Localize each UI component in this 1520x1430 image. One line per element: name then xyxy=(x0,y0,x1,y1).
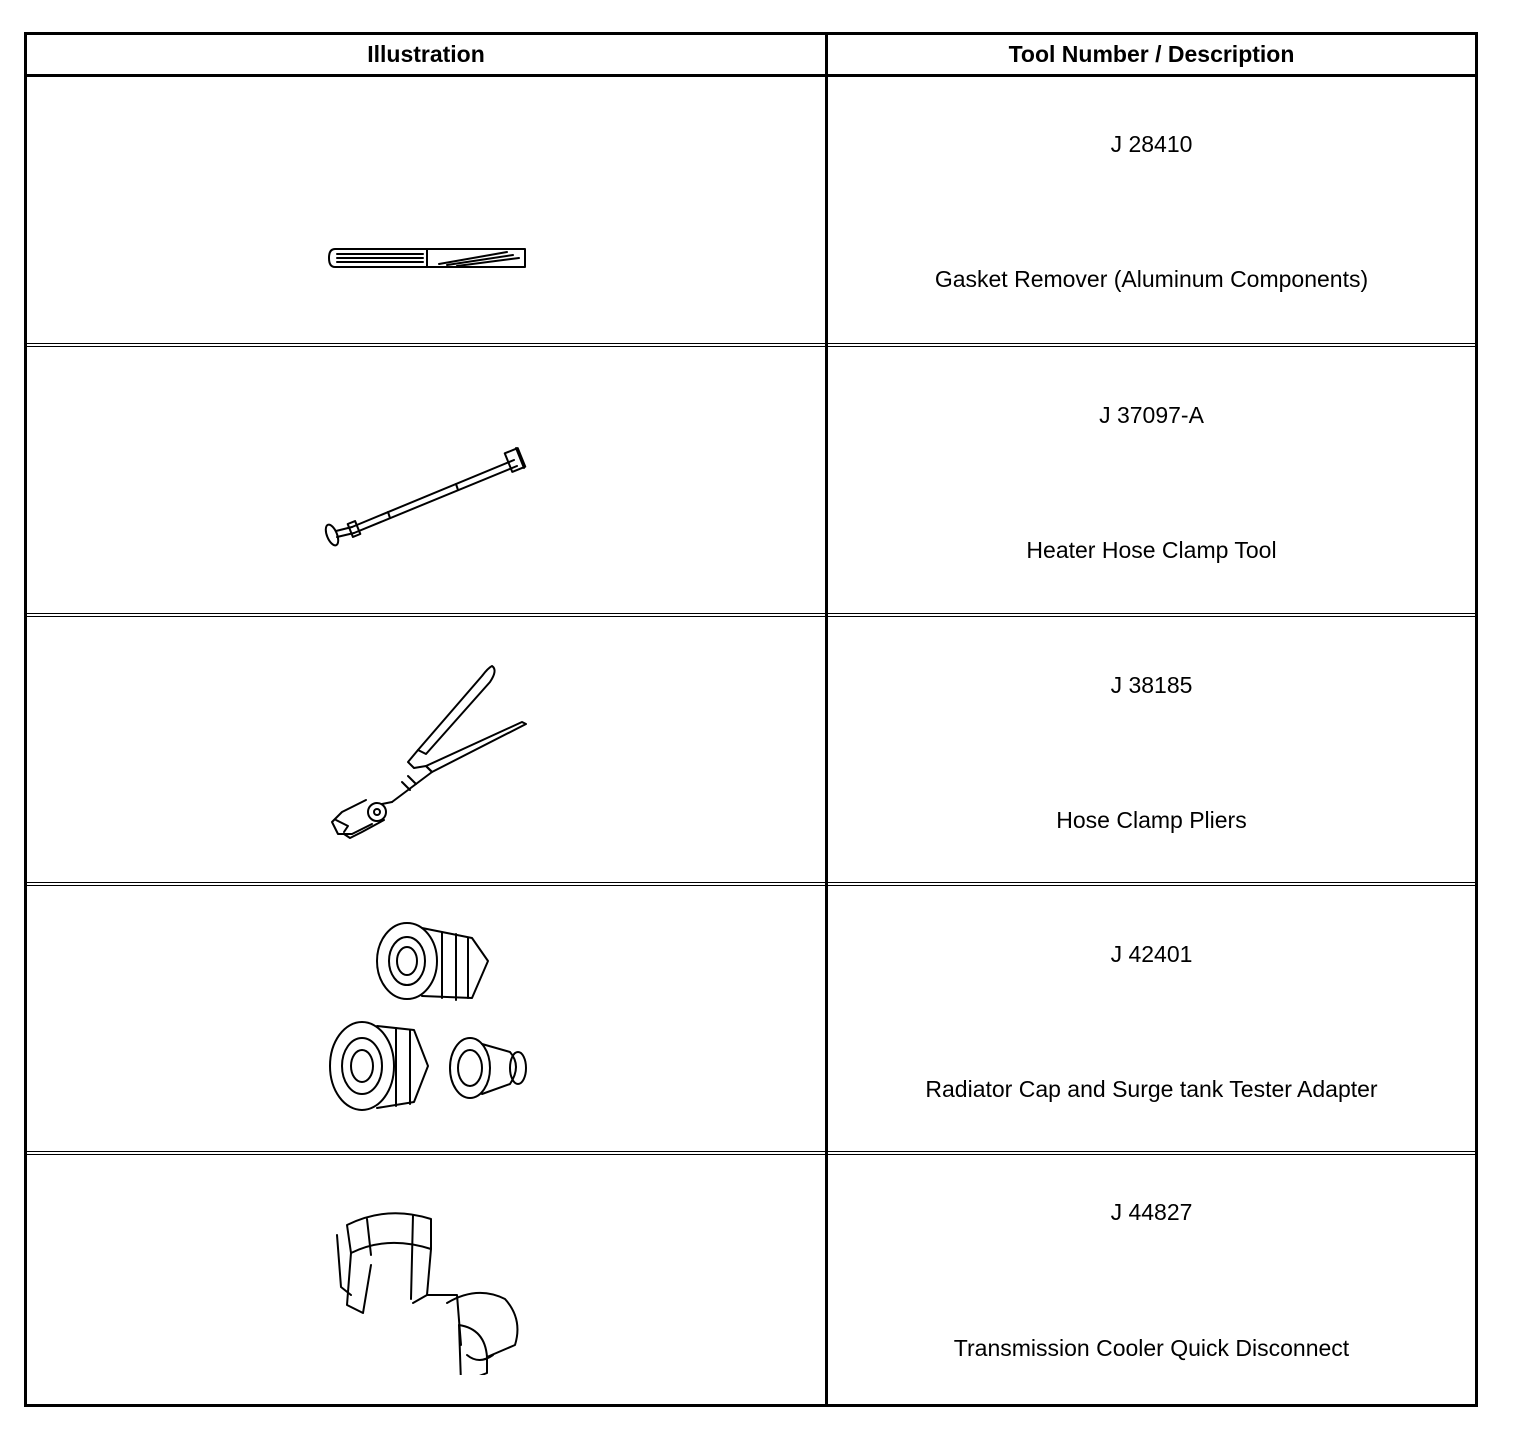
tool-number: J 37097-A xyxy=(1099,402,1204,428)
header-illustration: Illustration xyxy=(367,41,485,67)
table-row xyxy=(27,617,1475,886)
gasket-remover-icon xyxy=(327,245,527,275)
tool-number: J 42401 xyxy=(1110,941,1193,967)
table-row xyxy=(27,77,1475,347)
tool-number: J 38185 xyxy=(1110,672,1193,698)
header-tool-description: Tool Number / Description xyxy=(1008,41,1295,67)
illustration-cell xyxy=(27,347,825,613)
table-header xyxy=(27,35,1475,77)
tool-description: Heater Hose Clamp Tool xyxy=(1026,537,1277,563)
illustration-cell xyxy=(27,886,825,1151)
description-cell xyxy=(828,1155,1475,1404)
tester-adapter-icon xyxy=(322,916,532,1126)
description-cell xyxy=(828,886,1475,1151)
tool-description: Hose Clamp Pliers xyxy=(1056,807,1247,833)
illustration-cell xyxy=(27,617,825,882)
description-cell xyxy=(828,77,1475,343)
table-row xyxy=(27,347,1475,617)
tool-description: Radiator Cap and Surge tank Tester Adapter xyxy=(925,1076,1378,1102)
description-cell xyxy=(828,347,1475,613)
tool-description: Gasket Remover (Aluminum Components) xyxy=(934,266,1369,292)
illustration-cell xyxy=(27,77,825,343)
table-row xyxy=(27,1155,1475,1404)
quick-disconnect-icon xyxy=(327,1195,537,1375)
hose-clamp-tool-icon xyxy=(322,442,532,547)
table-row xyxy=(27,886,1475,1155)
hose-clamp-pliers-icon xyxy=(322,662,532,842)
tool-number: J 28410 xyxy=(1110,131,1193,157)
tool-number: J 44827 xyxy=(1110,1199,1193,1225)
illustration-cell xyxy=(27,1155,825,1404)
tools-table xyxy=(24,32,1478,1407)
description-cell xyxy=(828,617,1475,882)
tool-description: Transmission Cooler Quick Disconnect xyxy=(953,1335,1350,1361)
